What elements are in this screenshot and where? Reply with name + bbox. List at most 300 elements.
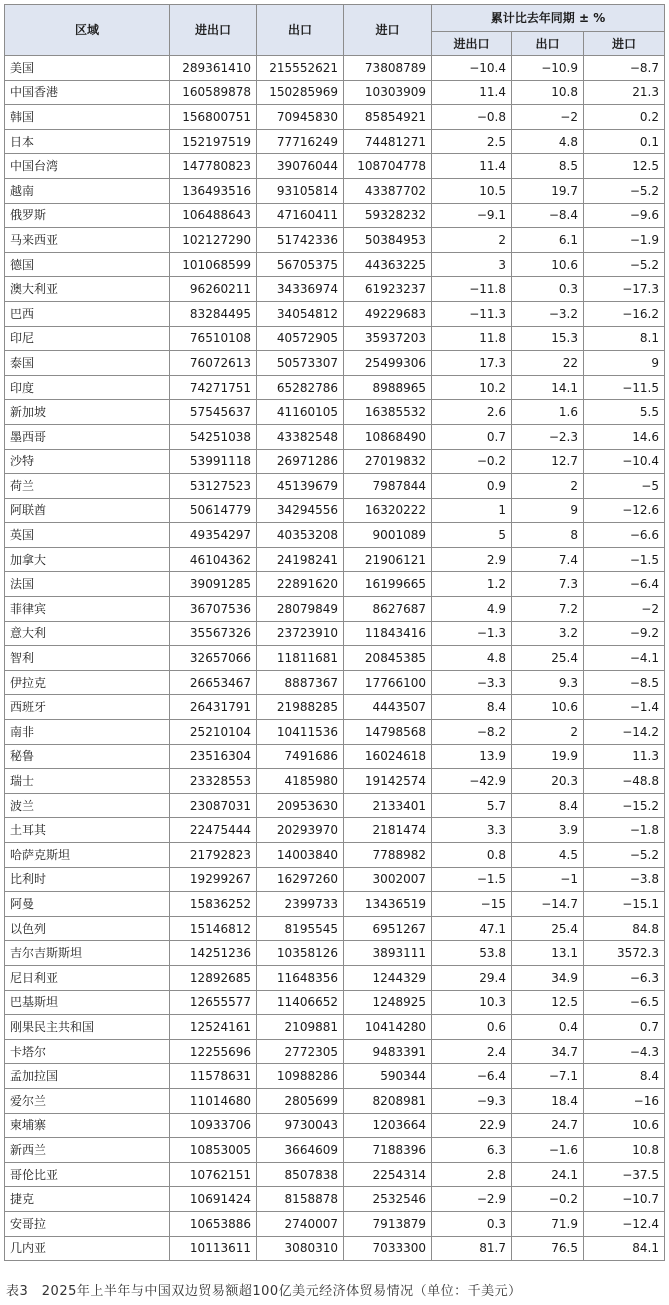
cell-imports: 13436519: [344, 892, 432, 917]
header-growth-exports: 出口: [512, 32, 584, 56]
cell-total: 32657066: [170, 646, 257, 671]
cell-imports: 7188396: [344, 1138, 432, 1163]
table-row: [5, 793, 665, 818]
cell-exports: 34054812: [257, 301, 344, 326]
cell-region: 比利时: [5, 867, 170, 892]
cell-growth-total: 81.7: [432, 1236, 512, 1261]
table-row: [5, 695, 665, 720]
cell-imports: 19142574: [344, 769, 432, 794]
cell-imports: 16385532: [344, 400, 432, 425]
cell-growth-total: 2.4: [432, 1039, 512, 1064]
cell-growth-exports: −10.9: [512, 56, 584, 81]
cell-region: 南非: [5, 720, 170, 745]
table-row: [5, 867, 665, 892]
cell-imports: 3893111: [344, 941, 432, 966]
cell-total: 23087031: [170, 793, 257, 818]
cell-exports: 8507838: [257, 1162, 344, 1187]
cell-growth-total: 29.4: [432, 965, 512, 990]
cell-imports: 8208981: [344, 1088, 432, 1113]
cell-imports: 16320222: [344, 498, 432, 523]
cell-growth-total: −10.4: [432, 56, 512, 81]
cell-imports: 16199665: [344, 572, 432, 597]
cell-imports: 21906121: [344, 547, 432, 572]
cell-exports: 2805699: [257, 1088, 344, 1113]
cell-growth-exports: −8.4: [512, 203, 584, 228]
cell-region: 印尼: [5, 326, 170, 351]
cell-total: 35567326: [170, 621, 257, 646]
cell-growth-imports: −14.2: [584, 720, 665, 745]
cell-imports: 1244329: [344, 965, 432, 990]
cell-growth-exports: 3.9: [512, 818, 584, 843]
cell-growth-imports: 14.6: [584, 424, 665, 449]
cell-region: 荷兰: [5, 474, 170, 499]
cell-total: 36707536: [170, 597, 257, 622]
table-row: [5, 400, 665, 425]
cell-growth-exports: 10.6: [512, 695, 584, 720]
cell-growth-total: 5: [432, 523, 512, 548]
cell-exports: 47160411: [257, 203, 344, 228]
cell-growth-total: 2.9: [432, 547, 512, 572]
cell-total: 96260211: [170, 277, 257, 302]
cell-exports: 3664609: [257, 1138, 344, 1163]
cell-growth-imports: 10.6: [584, 1113, 665, 1138]
cell-total: 53127523: [170, 474, 257, 499]
table-header: [5, 5, 665, 56]
cell-exports: 8887367: [257, 670, 344, 695]
cell-imports: 7033300: [344, 1236, 432, 1261]
cell-growth-total: −11.3: [432, 301, 512, 326]
cell-growth-total: 22.9: [432, 1113, 512, 1138]
cell-total: 102127290: [170, 228, 257, 253]
cell-growth-imports: 8.1: [584, 326, 665, 351]
cell-exports: 2109881: [257, 1015, 344, 1040]
cell-total: 23328553: [170, 769, 257, 794]
table-row: [5, 424, 665, 449]
header-imports: 进口: [344, 5, 432, 56]
cell-growth-imports: 10.8: [584, 1138, 665, 1163]
cell-imports: 49229683: [344, 301, 432, 326]
cell-growth-imports: 21.3: [584, 80, 665, 105]
cell-exports: 10358126: [257, 941, 344, 966]
table-row: [5, 228, 665, 253]
cell-exports: 14003840: [257, 843, 344, 868]
header-growth-imports: 进口: [584, 32, 665, 56]
table-row: [5, 1088, 665, 1113]
cell-exports: 16297260: [257, 867, 344, 892]
table-row: [5, 498, 665, 523]
cell-growth-imports: −16: [584, 1088, 665, 1113]
cell-exports: 51742336: [257, 228, 344, 253]
cell-imports: 35937203: [344, 326, 432, 351]
cell-region: 以色列: [5, 916, 170, 941]
cell-total: 83284495: [170, 301, 257, 326]
table-row: [5, 720, 665, 745]
cell-total: 10933706: [170, 1113, 257, 1138]
table-row: [5, 1187, 665, 1212]
cell-growth-imports: −37.5: [584, 1162, 665, 1187]
cell-imports: 17766100: [344, 670, 432, 695]
cell-region: 越南: [5, 178, 170, 203]
table-row: [5, 523, 665, 548]
cell-growth-imports: −1.8: [584, 818, 665, 843]
cell-growth-imports: 0.7: [584, 1015, 665, 1040]
cell-growth-imports: 11.3: [584, 744, 665, 769]
cell-growth-exports: 13.1: [512, 941, 584, 966]
table-row: [5, 56, 665, 81]
cell-region: 沙特: [5, 449, 170, 474]
cell-growth-total: 2.5: [432, 129, 512, 154]
cell-growth-total: 0.8: [432, 843, 512, 868]
cell-region: 美国: [5, 56, 170, 81]
cell-growth-exports: −7.1: [512, 1064, 584, 1089]
cell-region: 智利: [5, 646, 170, 671]
cell-growth-imports: −10.4: [584, 449, 665, 474]
cell-total: 10653886: [170, 1211, 257, 1236]
cell-growth-total: 10.3: [432, 990, 512, 1015]
table-row: [5, 178, 665, 203]
cell-growth-exports: 1.6: [512, 400, 584, 425]
cell-growth-exports: 0.4: [512, 1015, 584, 1040]
cell-growth-imports: −17.3: [584, 277, 665, 302]
cell-region: 卡塔尔: [5, 1039, 170, 1064]
cell-growth-imports: −8.7: [584, 56, 665, 81]
cell-growth-total: 0.9: [432, 474, 512, 499]
cell-growth-total: 0.7: [432, 424, 512, 449]
cell-growth-imports: 84.8: [584, 916, 665, 941]
table-row: [5, 1039, 665, 1064]
cell-imports: 2254314: [344, 1162, 432, 1187]
cell-growth-total: 3: [432, 252, 512, 277]
cell-imports: 8988965: [344, 375, 432, 400]
cell-growth-imports: −5.2: [584, 178, 665, 203]
cell-growth-exports: 12.5: [512, 990, 584, 1015]
cell-region: 法国: [5, 572, 170, 597]
table-row: [5, 105, 665, 130]
cell-total: 12892685: [170, 965, 257, 990]
cell-imports: 50384953: [344, 228, 432, 253]
cell-exports: 50573307: [257, 351, 344, 376]
table-row: [5, 843, 665, 868]
cell-exports: 150285969: [257, 80, 344, 105]
cell-region: 加拿大: [5, 547, 170, 572]
cell-total: 76510108: [170, 326, 257, 351]
cell-exports: 39076044: [257, 154, 344, 179]
cell-region: 伊拉克: [5, 670, 170, 695]
cell-growth-imports: −48.8: [584, 769, 665, 794]
cell-total: 21792823: [170, 843, 257, 868]
cell-growth-total: 13.9: [432, 744, 512, 769]
cell-growth-total: 3.3: [432, 818, 512, 843]
cell-region: 英国: [5, 523, 170, 548]
cell-imports: 25499306: [344, 351, 432, 376]
cell-growth-exports: 8.5: [512, 154, 584, 179]
cell-exports: 7491686: [257, 744, 344, 769]
cell-exports: 3080310: [257, 1236, 344, 1261]
cell-imports: 10303909: [344, 80, 432, 105]
cell-growth-exports: 2: [512, 720, 584, 745]
cell-imports: 9483391: [344, 1039, 432, 1064]
cell-growth-total: 17.3: [432, 351, 512, 376]
cell-exports: 70945830: [257, 105, 344, 130]
cell-imports: 590344: [344, 1064, 432, 1089]
cell-region: 巴基斯坦: [5, 990, 170, 1015]
cell-imports: 8627687: [344, 597, 432, 622]
cell-growth-exports: 12.7: [512, 449, 584, 474]
cell-growth-total: 11.4: [432, 80, 512, 105]
trade-table: [4, 4, 665, 1261]
cell-total: 12524161: [170, 1015, 257, 1040]
cell-growth-total: 53.8: [432, 941, 512, 966]
cell-region: 吉尔吉斯斯坦: [5, 941, 170, 966]
cell-region: 西班牙: [5, 695, 170, 720]
cell-total: 49354297: [170, 523, 257, 548]
cell-imports: 2133401: [344, 793, 432, 818]
header-exports: 出口: [257, 5, 344, 56]
cell-total: 12655577: [170, 990, 257, 1015]
cell-growth-exports: 34.9: [512, 965, 584, 990]
cell-exports: 28079849: [257, 597, 344, 622]
cell-growth-total: 5.7: [432, 793, 512, 818]
cell-growth-imports: −16.2: [584, 301, 665, 326]
cell-exports: 11648356: [257, 965, 344, 990]
cell-exports: 215552621: [257, 56, 344, 81]
cell-growth-total: 0.6: [432, 1015, 512, 1040]
cell-growth-imports: −2: [584, 597, 665, 622]
cell-region: 泰国: [5, 351, 170, 376]
cell-exports: 11811681: [257, 646, 344, 671]
table-row: [5, 449, 665, 474]
cell-imports: 10414280: [344, 1015, 432, 1040]
cell-growth-exports: 8.4: [512, 793, 584, 818]
cell-growth-imports: −4.3: [584, 1039, 665, 1064]
cell-growth-total: −0.8: [432, 105, 512, 130]
cell-exports: 34294556: [257, 498, 344, 523]
cell-imports: 1203664: [344, 1113, 432, 1138]
cell-region: 澳大利亚: [5, 277, 170, 302]
cell-growth-imports: −5: [584, 474, 665, 499]
cell-growth-imports: −11.5: [584, 375, 665, 400]
cell-imports: 1248925: [344, 990, 432, 1015]
header-growth-total: 进出口: [432, 32, 512, 56]
table-row: [5, 597, 665, 622]
cell-region: 韩国: [5, 105, 170, 130]
cell-growth-exports: 24.1: [512, 1162, 584, 1187]
cell-growth-total: −8.2: [432, 720, 512, 745]
cell-growth-total: −11.8: [432, 277, 512, 302]
cell-exports: 20293970: [257, 818, 344, 843]
cell-imports: 7788982: [344, 843, 432, 868]
cell-region: 菲律宾: [5, 597, 170, 622]
cell-region: 德国: [5, 252, 170, 277]
table-row: [5, 80, 665, 105]
cell-imports: 4443507: [344, 695, 432, 720]
cell-growth-imports: 0.1: [584, 129, 665, 154]
table-row: [5, 1015, 665, 1040]
cell-growth-total: −15: [432, 892, 512, 917]
cell-growth-imports: −6.3: [584, 965, 665, 990]
cell-growth-total: −1.3: [432, 621, 512, 646]
cell-growth-exports: 34.7: [512, 1039, 584, 1064]
cell-growth-exports: 25.4: [512, 916, 584, 941]
cell-imports: 6951267: [344, 916, 432, 941]
cell-exports: 21988285: [257, 695, 344, 720]
cell-imports: 3002007: [344, 867, 432, 892]
cell-growth-exports: 20.3: [512, 769, 584, 794]
cell-growth-total: 6.3: [432, 1138, 512, 1163]
cell-growth-exports: 15.3: [512, 326, 584, 351]
cell-growth-total: −42.9: [432, 769, 512, 794]
cell-total: 10762151: [170, 1162, 257, 1187]
cell-exports: 2399733: [257, 892, 344, 917]
table-row: [5, 818, 665, 843]
cell-region: 阿曼: [5, 892, 170, 917]
cell-total: 11578631: [170, 1064, 257, 1089]
table-row: [5, 129, 665, 154]
cell-growth-imports: −8.5: [584, 670, 665, 695]
cell-imports: 16024618: [344, 744, 432, 769]
cell-region: 巴西: [5, 301, 170, 326]
cell-growth-imports: 12.5: [584, 154, 665, 179]
cell-region: 孟加拉国: [5, 1064, 170, 1089]
cell-exports: 40353208: [257, 523, 344, 548]
table-row: [5, 965, 665, 990]
cell-imports: 9001089: [344, 523, 432, 548]
table-row: [5, 375, 665, 400]
cell-growth-total: −9.3: [432, 1088, 512, 1113]
table-row: [5, 990, 665, 1015]
cell-growth-exports: 19.9: [512, 744, 584, 769]
cell-region: 中国香港: [5, 80, 170, 105]
cell-imports: 73808789: [344, 56, 432, 81]
table-row: [5, 572, 665, 597]
cell-exports: 56705375: [257, 252, 344, 277]
cell-growth-exports: 6.1: [512, 228, 584, 253]
table-row: [5, 1113, 665, 1138]
cell-growth-exports: 0.3: [512, 277, 584, 302]
cell-imports: 11843416: [344, 621, 432, 646]
cell-growth-exports: −0.2: [512, 1187, 584, 1212]
cell-growth-exports: 9.3: [512, 670, 584, 695]
table-row: [5, 916, 665, 941]
cell-region: 马来西亚: [5, 228, 170, 253]
cell-growth-total: 10.5: [432, 178, 512, 203]
cell-growth-imports: −6.4: [584, 572, 665, 597]
table-row: [5, 203, 665, 228]
cell-region: 爱尔兰: [5, 1088, 170, 1113]
cell-total: 160589878: [170, 80, 257, 105]
trade-table-container: [4, 4, 664, 1261]
cell-growth-total: 11.4: [432, 154, 512, 179]
cell-exports: 8158878: [257, 1187, 344, 1212]
cell-growth-exports: −2: [512, 105, 584, 130]
cell-region: 意大利: [5, 621, 170, 646]
cell-growth-imports: 84.1: [584, 1236, 665, 1261]
cell-total: 23516304: [170, 744, 257, 769]
cell-imports: 7913879: [344, 1211, 432, 1236]
cell-imports: 10868490: [344, 424, 432, 449]
cell-total: 12255696: [170, 1039, 257, 1064]
cell-growth-imports: −15.1: [584, 892, 665, 917]
table-body: [5, 56, 665, 1261]
cell-growth-imports: −3.8: [584, 867, 665, 892]
cell-growth-imports: 9: [584, 351, 665, 376]
cell-exports: 20953630: [257, 793, 344, 818]
cell-growth-total: −0.2: [432, 449, 512, 474]
cell-total: 26653467: [170, 670, 257, 695]
table-row: [5, 474, 665, 499]
cell-growth-total: 4.8: [432, 646, 512, 671]
cell-region: 几内亚: [5, 1236, 170, 1261]
cell-growth-imports: −1.9: [584, 228, 665, 253]
cell-growth-exports: 71.9: [512, 1211, 584, 1236]
table-row: [5, 326, 665, 351]
table-row: [5, 1138, 665, 1163]
cell-region: 土耳其: [5, 818, 170, 843]
cell-total: 46104362: [170, 547, 257, 572]
cell-growth-imports: −4.1: [584, 646, 665, 671]
cell-imports: 74481271: [344, 129, 432, 154]
cell-growth-total: −1.5: [432, 867, 512, 892]
table-row: [5, 769, 665, 794]
cell-growth-imports: −12.6: [584, 498, 665, 523]
cell-growth-exports: 18.4: [512, 1088, 584, 1113]
cell-growth-exports: 24.7: [512, 1113, 584, 1138]
cell-total: 106488643: [170, 203, 257, 228]
cell-total: 39091285: [170, 572, 257, 597]
cell-growth-total: 2.8: [432, 1162, 512, 1187]
cell-region: 安哥拉: [5, 1211, 170, 1236]
cell-total: 11014680: [170, 1088, 257, 1113]
cell-exports: 10411536: [257, 720, 344, 745]
cell-growth-total: −9.1: [432, 203, 512, 228]
cell-total: 74271751: [170, 375, 257, 400]
table-row: [5, 621, 665, 646]
cell-growth-exports: −3.2: [512, 301, 584, 326]
cell-growth-exports: −2.3: [512, 424, 584, 449]
cell-imports: 20845385: [344, 646, 432, 671]
cell-growth-total: −6.4: [432, 1064, 512, 1089]
cell-growth-exports: 4.8: [512, 129, 584, 154]
cell-exports: 40572905: [257, 326, 344, 351]
cell-growth-total: 0.3: [432, 1211, 512, 1236]
cell-growth-total: 4.9: [432, 597, 512, 622]
cell-growth-imports: 3572.3: [584, 941, 665, 966]
cell-growth-exports: 76.5: [512, 1236, 584, 1261]
header-growth-group: 累计比去年同期 ± %: [432, 5, 665, 32]
cell-region: 秘鲁: [5, 744, 170, 769]
cell-growth-exports: 14.1: [512, 375, 584, 400]
cell-exports: 41160105: [257, 400, 344, 425]
cell-growth-total: 2.6: [432, 400, 512, 425]
cell-total: 22475444: [170, 818, 257, 843]
cell-imports: 108704778: [344, 154, 432, 179]
cell-growth-exports: 10.8: [512, 80, 584, 105]
cell-total: 54251038: [170, 424, 257, 449]
cell-total: 152197519: [170, 129, 257, 154]
cell-imports: 85854921: [344, 105, 432, 130]
cell-region: 瑞士: [5, 769, 170, 794]
cell-growth-total: −3.3: [432, 670, 512, 695]
cell-growth-imports: −5.2: [584, 843, 665, 868]
cell-region: 中国台湾: [5, 154, 170, 179]
cell-exports: 2740007: [257, 1211, 344, 1236]
cell-imports: 27019832: [344, 449, 432, 474]
cell-growth-imports: −12.4: [584, 1211, 665, 1236]
cell-imports: 14798568: [344, 720, 432, 745]
table-row: [5, 277, 665, 302]
table-row: [5, 744, 665, 769]
cell-growth-exports: 8: [512, 523, 584, 548]
